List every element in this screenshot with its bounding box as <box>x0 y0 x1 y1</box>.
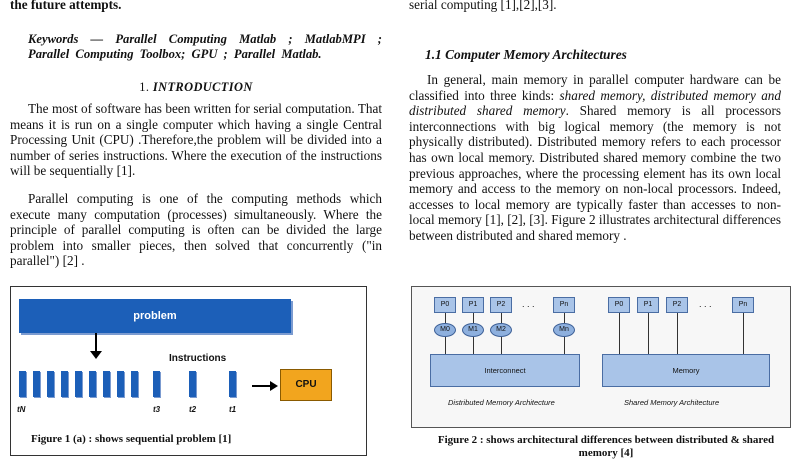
figure-1-caption: Figure 1 (a) : shows sequential problem [1] <box>31 433 232 445</box>
interconnect-box: Interconnect <box>430 354 580 387</box>
connector-line <box>743 313 744 354</box>
connector-line <box>564 337 565 354</box>
memory-module: Mn <box>553 323 575 337</box>
right-arrow-head <box>270 381 278 391</box>
section-heading: 1.1 Computer Memory Architectures <box>425 47 627 62</box>
processor-box: P2 <box>666 297 688 313</box>
memory-module: M1 <box>462 323 484 337</box>
instruction-bar <box>47 371 54 397</box>
instruction-bar <box>131 371 138 397</box>
instruction-bar <box>33 371 40 397</box>
processor-box: Pn <box>732 297 754 313</box>
cpu-block: CPU <box>280 369 332 401</box>
instruction-bar <box>103 371 110 397</box>
connector-line <box>677 313 678 354</box>
tick-label-t1: t1 <box>229 405 237 414</box>
intro-title: INTRODUCTION <box>152 80 253 94</box>
connector-line <box>501 337 502 354</box>
processor-box: Pn <box>553 297 575 313</box>
intro-paragraph-1: The most of software has been written for serial computation. That means it is run on a single computer which having a single Central Processing Unit (CPU) .Therefore,the problem will be divided into a number of series instructions. Where the execution of the instructions will be sequentially [1]. <box>10 101 382 179</box>
shared-memory-box: Memory <box>602 354 770 387</box>
instruction-bar <box>117 371 124 397</box>
memory-paragraph-c: . Shared memory is all processors interconnections with big logical memory (the memory is not physically distributed). Distributed memory refers to each processor has own local memory. Distributed shared memory combine the two previous approaches, where the processing element has its own local memory and access to the memory on non-local processors. Indeed, accesses to local memory are typically faster than accesses to non-local memory [1], [2], [3]. Figure 2 illustrates architectural differences between distributed and shared memory . <box>409 103 781 243</box>
connector-line <box>473 337 474 354</box>
prev-text-fragment: the future attempts. <box>10 0 122 12</box>
keywords: Keywords — Parallel Computing Matlab ; MatlabMPI ; Parallel Computing Toolbox; GPU ; Parallel Matlab. <box>28 32 382 61</box>
tick-label-t2: t2 <box>189 405 197 414</box>
processor-box: P0 <box>434 297 456 313</box>
ellipsis: . . . <box>699 299 712 309</box>
memory-paragraph <box>409 72 781 244</box>
instruction-bar <box>19 371 26 397</box>
figure-2 <box>411 286 791 428</box>
shared-label: Shared Memory Architecture <box>624 398 720 407</box>
connector-line <box>473 313 474 323</box>
processor-box: P0 <box>608 297 630 313</box>
connector-line <box>648 313 649 354</box>
intro-number: 1. <box>139 80 150 94</box>
connector-line <box>445 337 446 354</box>
instructions-label: Instructions <box>169 353 227 364</box>
instruction-bar <box>153 371 160 397</box>
memory-kinds: shared memory, distributed memory and distributed shared memory <box>409 87 781 119</box>
figure-1 <box>10 286 367 456</box>
instruction-bar <box>61 371 68 397</box>
instruction-bar <box>189 371 196 397</box>
connector-line <box>619 313 620 354</box>
tick-label-t3: t3 <box>153 405 161 414</box>
instruction-bar <box>229 371 236 397</box>
distributed-label: Distributed Memory Architecture <box>448 398 555 407</box>
processor-box: P1 <box>462 297 484 313</box>
intro-paragraph-2: Parallel computing is one of the computing methods which execute many computation (processes) simultaneously. Where the principle of parallel computing is often can be divided the large problem into smaller pieces, then solved that concurrently ("in parallel") [2] . <box>10 191 382 269</box>
connector-line <box>564 313 565 323</box>
down-arrow-head <box>90 351 102 359</box>
memory-module: M2 <box>490 323 512 337</box>
intro-heading <box>10 80 382 95</box>
memory-module: M0 <box>434 323 456 337</box>
instruction-bar <box>89 371 96 397</box>
right-arrow <box>252 385 272 387</box>
memory-paragraph-a: In general, main memory in parallel computer hardware can be classified into three kinds: <box>409 72 781 103</box>
problem-block: problem <box>19 299 291 333</box>
connector-line <box>445 313 446 323</box>
ellipsis: . . . <box>522 299 535 309</box>
prev-text-fragment-right: serial computing [1],[2],[3]. <box>409 0 557 12</box>
tick-label-tn: tN <box>17 405 26 414</box>
processor-box: P2 <box>490 297 512 313</box>
processor-box: P1 <box>637 297 659 313</box>
connector-line <box>501 313 502 323</box>
figure-2-caption: Figure 2 : shows architectural differences between distributed & shared memory [4] <box>437 434 775 459</box>
instruction-bar <box>75 371 82 397</box>
